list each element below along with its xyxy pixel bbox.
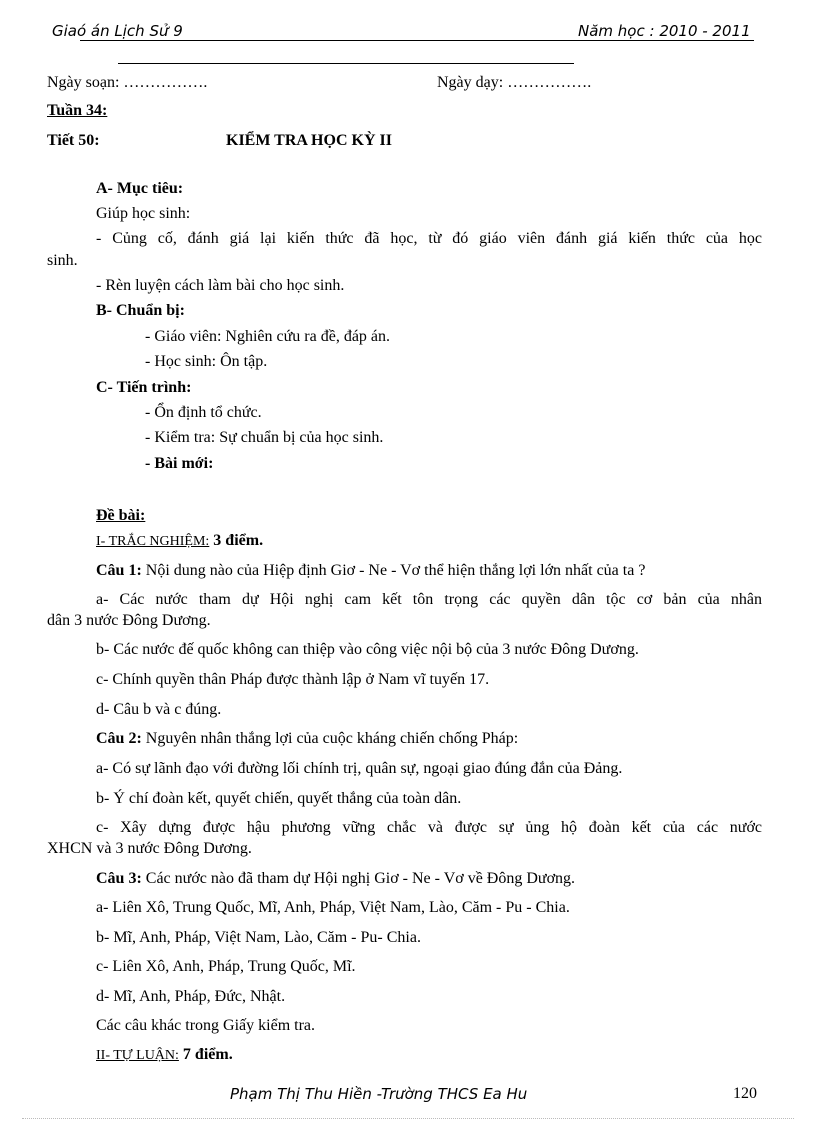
q1-option-c: c- Chính quyền thân Pháp được thành lập ở Nam vĩ tuyến 17. bbox=[96, 671, 490, 688]
q1-option-b: b- Các nước đế quốc không can thiệp vào công việc nội bộ của 3 nước Đông Dương. bbox=[96, 641, 639, 658]
part1-heading bbox=[96, 531, 263, 552]
section-c-item1: - Ổn định tổ chức. bbox=[145, 404, 262, 421]
q3-text: Các nước nào đã tham dự Hội nghị Giơ - Ne - Vơ về Đông Dương. bbox=[145, 870, 576, 887]
period-label: Tiết 50: bbox=[47, 132, 100, 149]
header-subrule bbox=[118, 63, 574, 64]
part1-points: 3 điểm. bbox=[213, 532, 264, 549]
page-number: 120 bbox=[733, 1085, 757, 1102]
section-a-heading: A- Mục tiêu: bbox=[96, 180, 184, 197]
exam-heading: Đề bài: bbox=[96, 507, 146, 524]
section-b-item2: - Học sinh: Ôn tập. bbox=[145, 353, 268, 370]
section-a-intro: Giúp học sinh: bbox=[96, 205, 191, 222]
section-c-item2: - Kiểm tra: Sự chuẩn bị của học sinh. bbox=[145, 429, 384, 446]
q1-text: Nội dung nào của Hiệp định Giơ - Ne - Vơ thể hiện thắng lợi lớn nhất của ta ? bbox=[145, 562, 646, 579]
q1-label: Câu 1: bbox=[96, 562, 142, 579]
header-left: Giaó án Lịch Sử 9 bbox=[52, 22, 183, 40]
header-right: Năm học : 2010 - 2011 bbox=[578, 22, 751, 40]
question-2 bbox=[96, 729, 518, 749]
header-rule bbox=[80, 40, 754, 41]
q3-option-b: b- Mĩ, Anh, Pháp, Việt Nam, Lào, Căm - Pu- Chia. bbox=[96, 929, 421, 946]
part2-label: II- TỰ LUẬN: bbox=[96, 1048, 179, 1063]
part1-label: I- TRẮC NGHIỆM: bbox=[96, 534, 210, 549]
q3-label: Câu 3: bbox=[96, 870, 142, 887]
q2-option-b: b- Ý chí đoàn kết, quyết chiến, quyết thắng của toàn dân. bbox=[96, 790, 462, 807]
q2-option-c: c- Xây dựng được hậu phương vững chắc và được sự ủng hộ đoàn kết của các nước bbox=[96, 819, 762, 836]
section-c-heading: C- Tiến trình: bbox=[96, 379, 192, 396]
question-3 bbox=[96, 869, 575, 889]
other-questions-note: Các câu khác trong Giấy kiểm tra. bbox=[96, 1017, 316, 1034]
q3-option-a: a- Liên Xô, Trung Quốc, Mĩ, Anh, Pháp, Việt Nam, Lào, Căm - Pu - Chia. bbox=[96, 899, 570, 916]
q1-option-a-cont: dân 3 nước Đông Dương. bbox=[47, 612, 211, 629]
part2-points: 7 điểm. bbox=[182, 1046, 233, 1063]
q2-option-c-cont: XHCN và 3 nước Đông Dương. bbox=[47, 840, 252, 857]
q3-option-c: c- Liên Xô, Anh, Pháp, Trung Quốc, Mĩ. bbox=[96, 958, 356, 975]
q3-option-d: d- Mĩ, Anh, Pháp, Đức, Nhật. bbox=[96, 988, 286, 1005]
q2-option-a: a- Có sự lãnh đạo với đường lối chính trị, quân sự, ngoại giao đúng đắn của Đảng. bbox=[96, 760, 623, 777]
section-a-line1: - Củng cố, đánh giá lại kiến thức đã học, từ đó giáo viên đánh giá kiến thức của học bbox=[96, 230, 762, 247]
q1-option-a: a- Các nước tham dự Hội nghị cam kết tôn trọng các quyền dân tộc cơ bản của nhân bbox=[96, 591, 762, 608]
part2-heading bbox=[96, 1045, 233, 1066]
q2-text: Nguyên nhân thắng lợi của cuộc kháng chiến chống Pháp: bbox=[145, 730, 519, 747]
week-label: Tuần 34: bbox=[47, 102, 108, 119]
section-b-heading: B- Chuẩn bị: bbox=[96, 302, 185, 319]
section-a-line1-cont: sinh. bbox=[47, 252, 78, 269]
footer-author: Phạm Thị Thu Hiền -Trường THCS Ea Hu bbox=[230, 1085, 528, 1103]
page-bottom-edge bbox=[22, 1118, 794, 1119]
q2-label: Câu 2: bbox=[96, 730, 142, 747]
ngay-day: Ngày dạy: ……………. bbox=[437, 74, 592, 91]
ngay-soan: Ngày soạn: ……………. bbox=[47, 74, 208, 91]
section-a-line2: - Rèn luyện cách làm bài cho học sinh. bbox=[96, 277, 345, 294]
lesson-title: KIỂM TRA HỌC KỲ II bbox=[226, 132, 392, 149]
section-c-item3: - Bài mới: bbox=[145, 455, 214, 472]
q1-option-d: d- Câu b và c đúng. bbox=[96, 701, 222, 718]
section-b-item1: - Giáo viên: Nghiên cứu ra đề, đáp án. bbox=[145, 328, 391, 345]
question-1 bbox=[96, 561, 645, 581]
